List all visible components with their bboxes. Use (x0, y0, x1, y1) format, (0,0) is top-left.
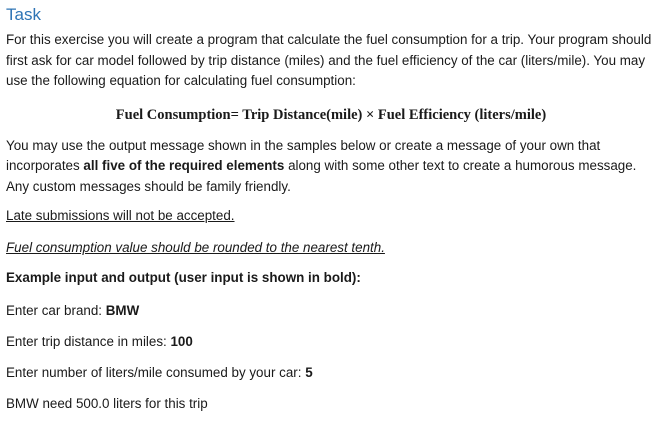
example-distance-line (6, 333, 656, 351)
example-brand-line (6, 302, 656, 320)
example-efficiency-line (6, 364, 656, 382)
distance-prompt: Enter trip distance in miles: (6, 334, 171, 349)
brand-prompt: Enter car brand: (6, 303, 106, 318)
efficiency-prompt: Enter number of liters/mile consumed by your car: (6, 365, 306, 380)
distance-value: 100 (170, 334, 193, 349)
brand-value: BMW (105, 303, 140, 318)
output-note-text: You may use the output message shown in the samples below or create a message of your own that incorporates (6, 137, 601, 173)
task-heading: Task (6, 5, 41, 24)
document (6, 4, 656, 413)
output-note-text-end: along with some other text to create a humorous message. Any custom messages should be family friendly. (6, 158, 637, 194)
example-result-line: BMW need 500.0 liters for this trip (6, 396, 208, 411)
late-submission-notice: Late submissions will not be accepted. (6, 208, 235, 223)
fuel-equation: Fuel Consumption= Trip Distance(mile) × Fuel Efficiency (liters/mile) (115, 106, 547, 123)
output-message-paragraph (6, 136, 656, 198)
efficiency-value: 5 (305, 365, 313, 380)
intro-paragraph: For this exercise you will create a program that calculate the fuel consumption for a trip. Your program should first ask for car model followed by trip distance (miles) and the fuel efficiency of the car (liters/mile). You may use the following equation for calculating fuel consumption: (6, 32, 652, 88)
rounding-note: Fuel consumption value should be rounded to the nearest tenth. (6, 240, 385, 255)
required-elements-emphasis: all five of the required elements (83, 158, 285, 173)
example-heading: Example input and output (user input is shown in bold): (6, 270, 361, 285)
